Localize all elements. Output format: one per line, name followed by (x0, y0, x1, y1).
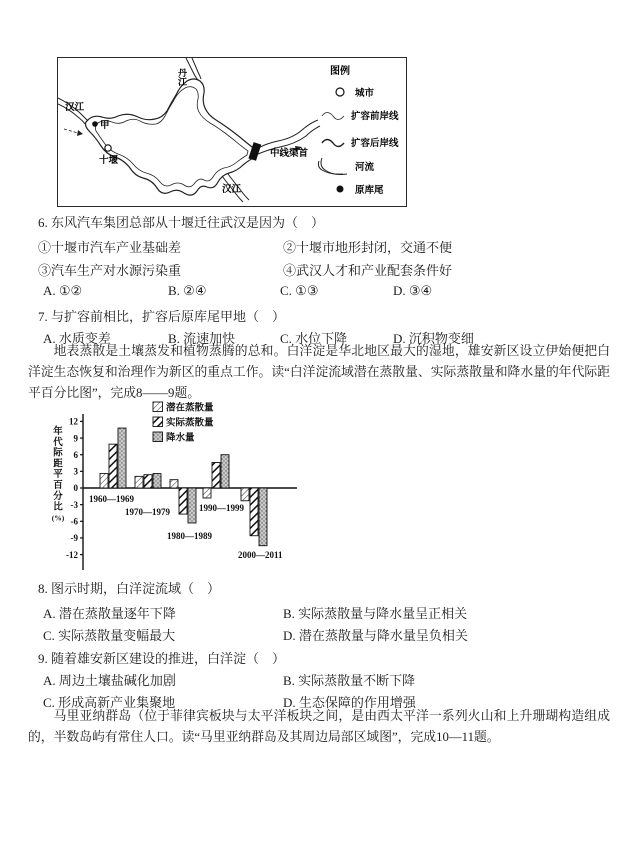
question-9-option-a: A. 周边土壤盐碱化加剧 (43, 673, 176, 688)
category-label: 2000—2011 (238, 550, 283, 560)
chart-legend-swatch (153, 417, 163, 427)
map-legend (318, 64, 399, 196)
bar-降水量-1980—1989 (188, 488, 196, 523)
question-9-option-c: C. 形成高新产业集聚地 (43, 695, 176, 710)
question-6-answer-b: B. ②④ (168, 283, 207, 298)
svg-text:-12: -12 (66, 549, 78, 560)
svg-text:代: 代 (53, 437, 63, 448)
bar-降水量-1960—1969 (118, 428, 126, 488)
svg-text:12: 12 (69, 416, 78, 427)
han-river-south-label: 汉江 (222, 185, 242, 195)
svg-text:6: 6 (73, 449, 78, 460)
svg-text:-9: -9 (70, 533, 78, 544)
legend-tail-label: 原库尾 (355, 186, 384, 196)
flow-arrowhead-west (77, 130, 83, 136)
question-9-option-d: D. 生态保障的作用增强 (283, 695, 416, 710)
legend-river-label: 河流 (355, 163, 375, 173)
legend-city-label: 城市 (355, 89, 375, 99)
bar-实际蒸散量-1970—1979 (144, 475, 152, 488)
question-7-stem: 7. 与扩容前相比，扩容后原库尾甲地（ ） (38, 309, 286, 324)
legend-tail-icon (337, 186, 344, 193)
bar-潜在蒸散量-1960—1969 (100, 474, 108, 488)
svg-text:3: 3 (73, 466, 78, 477)
svg-text:-6: -6 (70, 516, 78, 527)
question-8-option-d: D. 潜在蒸散量与降水量呈负相关 (283, 628, 468, 643)
svg-text:际: 际 (53, 448, 63, 459)
bar-潜在蒸散量-1970—1979 (135, 476, 143, 488)
evapotranspiration-chart (45, 398, 307, 574)
legend-shore-before-label: 扩容前岸线 (351, 112, 399, 122)
svg-text:年: 年 (53, 427, 63, 437)
question-8-option-a: A. 潜在蒸散量逐年下降 (43, 606, 176, 621)
question-6-item-3: ③汽车生产对水源污染重 (38, 263, 182, 278)
question-6-item-4: ④武汉人才和产业配套条件好 (283, 263, 453, 278)
map-legend-title: 图例 (330, 66, 350, 77)
svg-text:0: 0 (73, 483, 78, 494)
svg-text:分: 分 (53, 491, 63, 502)
question-8-stem: 8. 图示时期，白洋淀流域（ ） (38, 581, 221, 596)
reservoir-map-figure (57, 57, 407, 207)
question-7-option-b: B. 流速加快 (168, 331, 236, 346)
chart-legend-label: 潜在蒸散量 (166, 403, 214, 414)
bar-潜在蒸散量-1980—1989 (170, 480, 178, 488)
bar-降水量-1990—1999 (221, 455, 229, 488)
question-6-answer-d: D. ③④ (393, 283, 433, 298)
category-label: 1980—1989 (167, 531, 212, 541)
bar-实际蒸散量-1980—1989 (179, 488, 187, 514)
passage-baiyangdian: 地表蒸散是土壤蒸发和植物蒸腾的总和。白洋淀是华北地区最大的湿地，雄安新区设立伊始便把白洋淀生态恢复和治理作为新区的重点工作。读“白洋淀流域潜在蒸散量、实际蒸散量和降水量的年代际距平百分比图”，完成8——9题。 (28, 344, 610, 400)
question-6-answer-a: A. ①② (43, 283, 83, 298)
question-6-stem: 6. 东风汽车集团总部从十堰迁往武汉是因为（ ） (38, 215, 325, 230)
chart-legend-swatch (153, 432, 163, 442)
bar-实际蒸散量-2000—2011 (250, 488, 258, 536)
shiyan-label: 十堰 (99, 156, 119, 166)
question-7-option-d: D. 沉积物变细 (393, 331, 474, 346)
svg-text:-3: -3 (70, 499, 78, 510)
dan-river-lines (186, 58, 201, 80)
svg-text:9: 9 (73, 433, 78, 444)
svg-text:距: 距 (53, 459, 63, 470)
dan-river-label: 丹江 (177, 68, 187, 86)
bar-降水量-1970—1979 (153, 474, 161, 488)
question-9-option-b: B. 实际蒸散量不断下降 (283, 673, 416, 688)
question-7-option-a: A. 水质变差 (43, 331, 111, 346)
category-label: 1990—1999 (199, 503, 244, 513)
chart-svg (45, 398, 307, 574)
svg-text:平: 平 (53, 470, 63, 481)
jia-label: 甲 (100, 121, 110, 131)
legend-river-icon (318, 158, 347, 175)
category-label: 1970—1979 (125, 507, 170, 517)
reservoir-tail-point (92, 121, 98, 127)
bar-潜在蒸散量-2000—2011 (241, 488, 249, 501)
han-river-west-label: 汉江 (65, 103, 85, 113)
bar-实际蒸散量-1990—1999 (212, 462, 220, 488)
question-6-item-2: ②十堰市地形封闭，交通不便 (283, 240, 453, 255)
legend-shore-before-icon (322, 113, 344, 120)
bar-潜在蒸散量-1990—1999 (203, 488, 211, 498)
question-6-answer-c: C. ①③ (280, 283, 319, 298)
bar-降水量-2000—2011 (259, 488, 267, 546)
question-8-option-c: C. 实际蒸散量变幅最大 (43, 628, 176, 643)
svg-text:(%): (%) (51, 513, 65, 523)
question-9-stem: 9. 随着雄安新区建设的推进，白洋淀（ ） (38, 651, 286, 666)
canal-head-label: 中线渠首 (270, 149, 309, 159)
question-7-option-c: C. 水位下降 (280, 331, 348, 346)
chart-legend-label: 实际蒸散量 (166, 418, 214, 429)
shiyan-city-point (105, 145, 111, 151)
flow-arrow-west (64, 129, 78, 133)
svg-text:比: 比 (53, 502, 63, 513)
legend-shore-after-label: 扩容后岸线 (351, 139, 399, 149)
category-label: 1960—1969 (89, 494, 134, 504)
svg-text:百: 百 (53, 481, 63, 491)
chart-legend-swatch (153, 402, 163, 412)
bar-实际蒸散量-1960—1969 (109, 444, 117, 488)
question-6-item-1: ①十堰市汽车产业基础差 (38, 240, 182, 255)
legend-city-icon (336, 88, 344, 96)
chart-legend-label: 降水量 (166, 433, 195, 444)
reservoir-map-svg (58, 58, 406, 206)
question-8-option-b: B. 实际蒸散量与降水量呈正相关 (283, 606, 468, 621)
passage-mariana: 马里亚纳群岛（位于菲律宾板块与太平洋板块之间，是由西太平洋一系列火山和上升珊瑚构造组成的，半数岛屿有常住人口。读“马里亚纳群岛及其周边局部区域图”，完成10—11题。 (28, 709, 610, 744)
legend-shore-after-icon (322, 140, 344, 147)
